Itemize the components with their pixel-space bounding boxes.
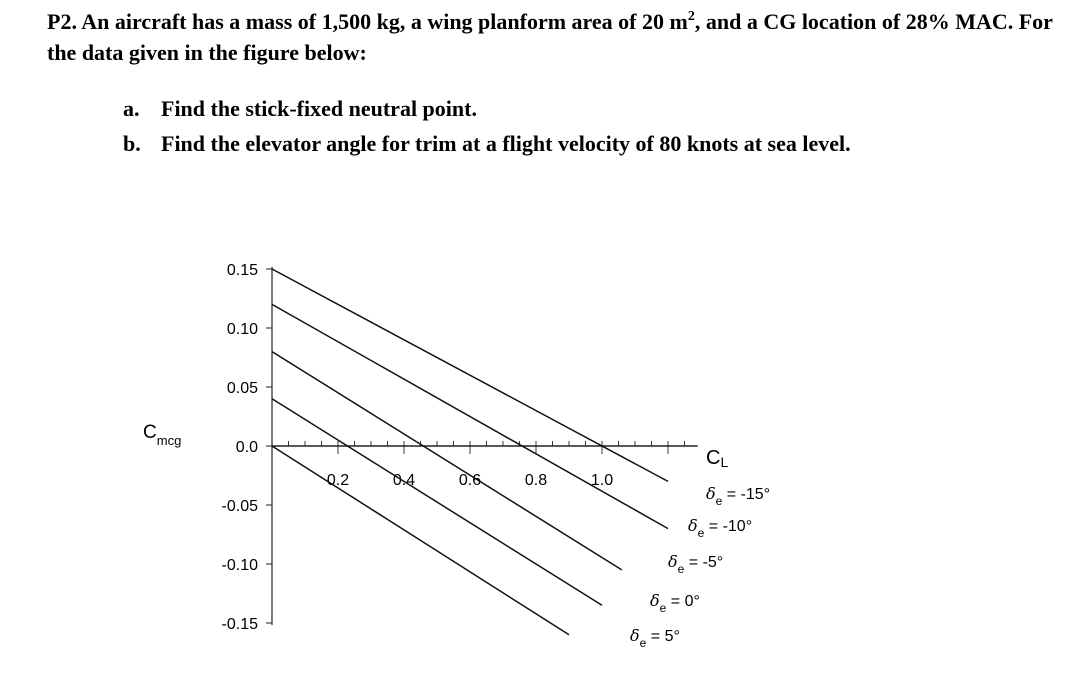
series-label: $\delta_e = -5^\circ$ xyxy=(668,552,724,576)
y-tick-label: 0.10 xyxy=(226,321,258,338)
part-b-text: Find the elevator angle for trim at a flight velocity of 80 knots at sea level. xyxy=(161,131,851,156)
series-label: $\delta_e = -15^\circ$ xyxy=(706,484,771,508)
y-tick-label: 0.0 xyxy=(235,439,258,456)
y-tick-label: 0.05 xyxy=(226,380,258,397)
problem-intro-superscript: 2 xyxy=(687,9,695,24)
chart-ticks xyxy=(222,262,685,633)
y-axis-title: $C_{mcg}$ xyxy=(143,422,182,448)
chart-axes xyxy=(272,267,698,625)
problem-intro-part-2: , and a CG location of 28% MAC. For the data given in the figure below: xyxy=(47,9,1053,65)
x-tick-label: 0.6 xyxy=(458,472,482,489)
x-tick-label: 0.4 xyxy=(392,472,416,489)
x-axis-title: CL xyxy=(706,447,729,470)
y-tick-label: -0.15 xyxy=(221,616,258,633)
series-line-minus-5 xyxy=(272,352,622,570)
series-line-0 xyxy=(272,399,602,606)
series-label: $\delta_e = 5^\circ$ xyxy=(630,626,680,650)
x-tick-label: 0.2 xyxy=(326,472,350,489)
series-label: $\delta_e = 0^\circ$ xyxy=(650,591,700,615)
y-tick-label: -0.05 xyxy=(221,498,258,515)
x-tick-label: 1.0 xyxy=(590,472,614,489)
series-label: $\delta_e = -10^\circ$ xyxy=(688,516,753,540)
y-tick-label: -0.10 xyxy=(221,557,258,574)
series-line-minus-10 xyxy=(272,304,668,528)
problem-intro-part-1: P2. An aircraft has a mass of 1,500 kg, a wing planform area of 20 m xyxy=(47,9,688,34)
part-a-letter: a. xyxy=(123,96,140,121)
x-tick-label: 0.8 xyxy=(524,472,548,489)
y-tick-label: 0.15 xyxy=(226,262,258,279)
part-b-letter: b. xyxy=(123,131,141,156)
part-a-text: Find the stick-fixed neutral point. xyxy=(161,96,477,121)
